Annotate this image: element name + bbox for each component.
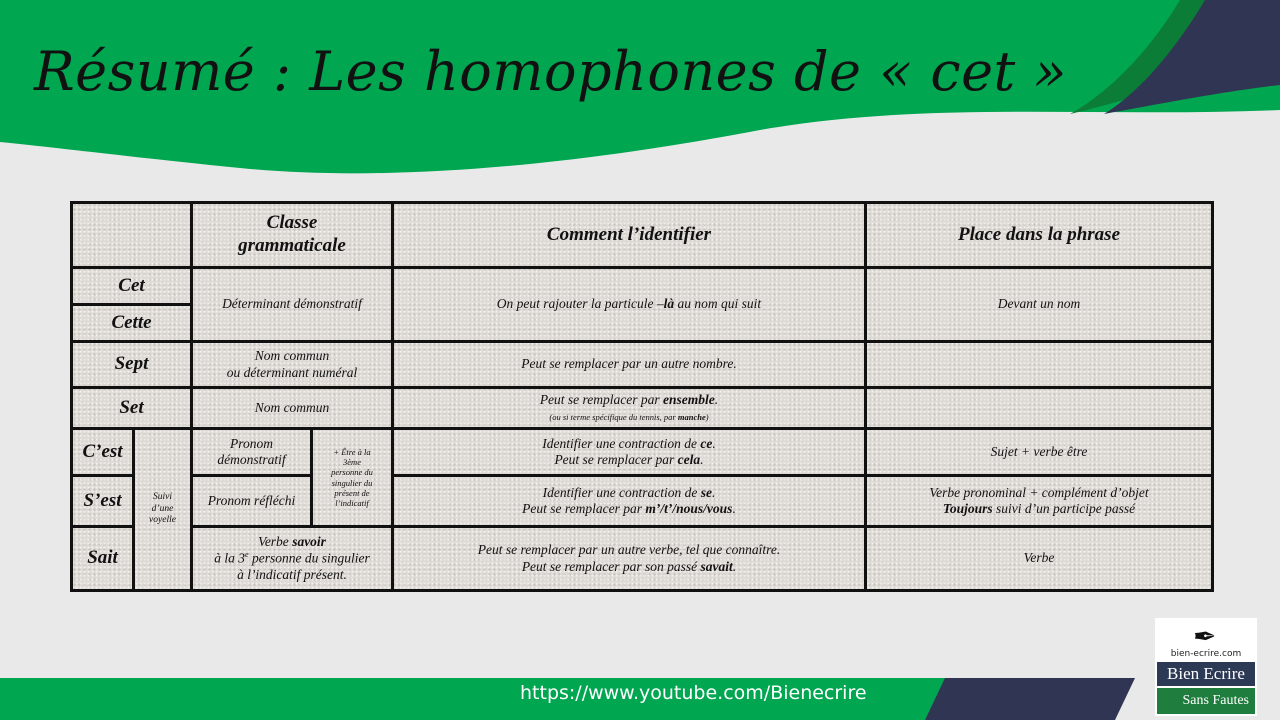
- suivi-voyelle-note: Suivi d’une voyelle: [134, 429, 192, 591]
- bien-ecrire-logo: [1155, 618, 1257, 716]
- table-row-sept: [72, 342, 1213, 388]
- word-set: Set: [72, 388, 192, 429]
- table-row-cet: [72, 268, 1213, 305]
- homophones-table: [70, 201, 1214, 592]
- classe-sait: Verbe savoir à la 3e personne du singulier à l’indicatif présent.: [192, 527, 393, 591]
- table-row-sait: [72, 527, 1213, 591]
- identifier-sept: Peut se remplacer par un autre nombre.: [393, 342, 866, 388]
- logo-line2: Sans Fautes: [1157, 688, 1255, 714]
- logo-line1: Bien Ecrire: [1157, 662, 1255, 686]
- place-sait: Verbe: [866, 527, 1213, 591]
- youtube-link[interactable]: https://www.youtube.com/Bienecrire: [520, 682, 867, 704]
- footer-navy-band: [925, 678, 1135, 720]
- place-sest: Verbe pronominal + complément d’objet Toujours suivi d’un participe passé: [866, 476, 1213, 527]
- classe-sept: Nom commun ou déterminant numéral: [192, 342, 393, 388]
- header-empty-cell: [72, 203, 192, 268]
- quill-icon: ✒: [1193, 622, 1217, 653]
- logo-site: bien-ecrire.com: [1170, 649, 1242, 659]
- table-header-row: [72, 203, 1213, 268]
- classe-sest: Pronom réfléchi: [192, 476, 312, 527]
- table-row-set: [72, 388, 1213, 429]
- place-sept: [866, 342, 1213, 388]
- table-row-sest: [72, 476, 1213, 527]
- word-sest: S’est: [72, 476, 134, 527]
- classe-cest: Pronom démonstratif: [192, 429, 312, 476]
- place-cet: Devant un nom: [866, 268, 1213, 342]
- header-classe: Classe grammaticale: [192, 203, 393, 268]
- page-title: Résumé : Les homophones de « cet »: [34, 40, 1067, 103]
- table-row-cest: [72, 429, 1213, 476]
- etre-note: + Être à la 3ème personne du singulier du présent de l’indicatif: [312, 429, 393, 527]
- header-identifier: Comment l’identifier: [393, 203, 866, 268]
- word-sept: Sept: [72, 342, 192, 388]
- place-cest: Sujet + verbe être: [866, 429, 1213, 476]
- identifier-sest: Identifier une contraction de se. Peut se remplacer par m’/t’/nous/vous.: [393, 476, 866, 527]
- identifier-sait: Peut se remplacer par un autre verbe, tel que connaître. Peut se remplacer par son passé savait.: [393, 527, 866, 591]
- classe-cet: Déterminant démonstratif: [192, 268, 393, 342]
- identifier-set: Peut se remplacer par ensemble. (ou si terme spécifique du tennis, par manche): [393, 388, 866, 429]
- header-place: Place dans la phrase: [866, 203, 1213, 268]
- word-cest: C’est: [72, 429, 134, 476]
- word-cet: Cet: [72, 268, 192, 305]
- word-sait: Sait: [72, 527, 134, 591]
- identifier-cet: On peut rajouter la particule –là au nom qui suit: [393, 268, 866, 342]
- place-set: [866, 388, 1213, 429]
- identifier-cest: Identifier une contraction de ce. Peut se remplacer par cela.: [393, 429, 866, 476]
- word-cette: Cette: [72, 305, 192, 342]
- classe-set: Nom commun: [192, 388, 393, 429]
